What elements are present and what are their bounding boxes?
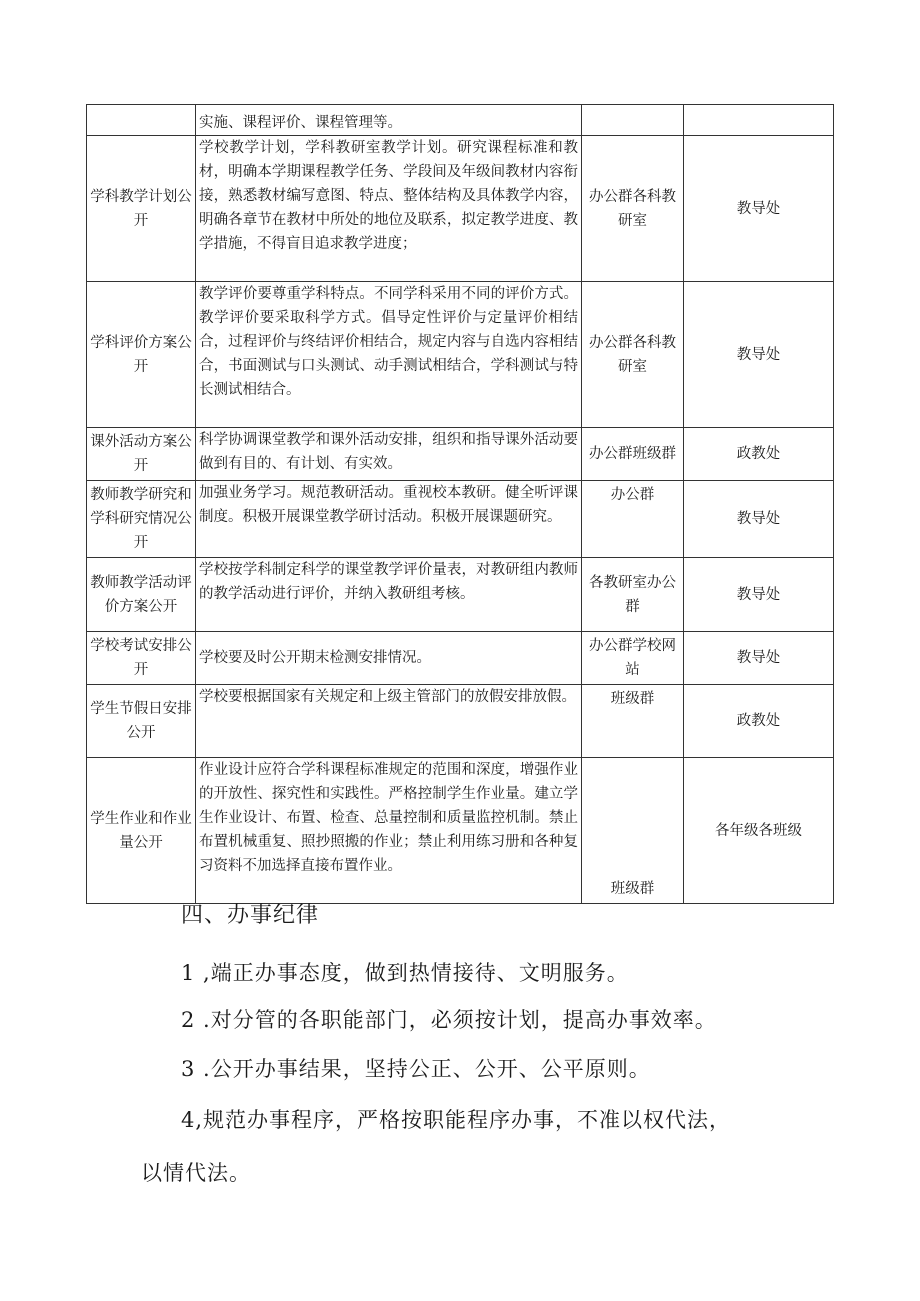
disclosure-content: 学校要及时公开期末检测安排情况。 bbox=[196, 632, 582, 685]
table-row bbox=[87, 105, 834, 136]
disclosure-channel: 班级群 bbox=[582, 685, 684, 758]
disclosure-item: 课外活动方案公开 bbox=[87, 428, 196, 481]
table-row bbox=[87, 428, 834, 481]
rule-item-1: 1 ,端正办事态度，做到热情接待、文明服务。 bbox=[181, 961, 629, 985]
disclosure-channel: 办公群各科教研室 bbox=[582, 282, 684, 428]
disclosure-item: 学校考试安排公开 bbox=[87, 632, 196, 685]
responsible-dept: 各年级各班级 bbox=[684, 758, 834, 904]
responsible-dept: 政教处 bbox=[684, 428, 834, 481]
table-row bbox=[87, 481, 834, 558]
table-row bbox=[87, 558, 834, 632]
responsible-dept: 教导处 bbox=[684, 558, 834, 632]
disclosure-channel bbox=[582, 105, 684, 136]
rule-item-4-continued: 以情代法。 bbox=[141, 1161, 251, 1185]
rule-item-3: 3 .公开办事结果，坚持公正、公开、公平原则。 bbox=[181, 1057, 651, 1081]
disclosure-item: 学科教学计划公开 bbox=[87, 136, 196, 282]
disclosure-channel: 班级群 bbox=[582, 758, 684, 904]
table-row bbox=[87, 632, 834, 685]
disclosure-content: 作业设计应符合学科课程标准规定的范围和深度，增强作业的开放性、探究性和实践性。严格控制学生作业量。建立学生作业设计、布置、检查、总量控制和质量监控机制。禁止布置机械重复、照抄照搬的作业；禁止利用练习册和各种复习资料不加选择直接布置作业。 bbox=[196, 758, 582, 904]
disclosure-channel: 办公群各科教研室 bbox=[582, 136, 684, 282]
disclosure-item: 学生作业和作业量公开 bbox=[87, 758, 196, 904]
responsible-dept: 教导处 bbox=[684, 136, 834, 282]
table-row bbox=[87, 685, 834, 758]
disclosure-content: 学校要根据国家有关规定和上级主管部门的放假安排放假。 bbox=[196, 685, 582, 758]
disclosure-item bbox=[87, 105, 196, 136]
disclosure-channel: 各教研室办公群 bbox=[582, 558, 684, 632]
disclosure-content: 实施、课程评价、课程管理等。 bbox=[196, 105, 582, 136]
table-row bbox=[87, 282, 834, 428]
responsible-dept: 教导处 bbox=[684, 632, 834, 685]
disclosure-table bbox=[86, 104, 834, 904]
disclosure-channel: 办公群 bbox=[582, 481, 684, 558]
section-heading: 四、办事纪律 bbox=[181, 903, 320, 928]
table-row bbox=[87, 136, 834, 282]
disclosure-channel: 办公群学校网站 bbox=[582, 632, 684, 685]
responsible-dept: 政教处 bbox=[684, 685, 834, 758]
disclosure-content: 学校按学科制定科学的课堂教学评价量表，对教研组内教师的教学活动进行评价，并纳入教研组考核。 bbox=[196, 558, 582, 632]
disclosure-item: 学科评价方案公开 bbox=[87, 282, 196, 428]
disclosure-content: 学校教学计划，学科教研室教学计划。研究课程标准和教材，明确本学期课程教学任务、学段间及年级间教材内容衔接，熟悉教材编写意图、特点、整体结构及具体教学内容，明确各章节在教材中所处的地位及联系，拟定教学进度、教学措施，不得盲目追求教学进度； bbox=[196, 136, 582, 282]
responsible-dept: 教导处 bbox=[684, 481, 834, 558]
responsible-dept: 教导处 bbox=[684, 282, 834, 428]
responsible-dept bbox=[684, 105, 834, 136]
table-row bbox=[87, 758, 834, 904]
disclosure-content: 加强业务学习。规范教研活动。重视校本教研。健全听评课制度。积极开展课堂教学研讨活动。积极开展课题研究。 bbox=[196, 481, 582, 558]
rule-item-2: 2 .对分管的各职能部门，必须按计划，提高办事效率。 bbox=[181, 1008, 717, 1032]
rule-item-4: 4,规范办事程序，严格按职能程序办事，不准以权代法， bbox=[181, 1108, 732, 1132]
disclosure-content: 教学评价要尊重学科特点。不同学科采用不同的评价方式。教学评价要采取科学方式。倡导定性评价与定量评价相结合，过程评价与终结评价相结合，规定内容与自选内容相结合，书面测试与口头测试、动手测试相结合，学科测试与特长测试相结合。 bbox=[196, 282, 582, 428]
disclosure-item: 学生节假日安排公开 bbox=[87, 685, 196, 758]
disclosure-content: 科学协调课堂教学和课外活动安排，组织和指导课外活动要做到有目的、有计划、有实效。 bbox=[196, 428, 582, 481]
disclosure-channel: 办公群班级群 bbox=[582, 428, 684, 481]
disclosure-item: 教师教学研究和学科研究情况公开 bbox=[87, 481, 196, 558]
disclosure-item: 教师教学活动评价方案公开 bbox=[87, 558, 196, 632]
